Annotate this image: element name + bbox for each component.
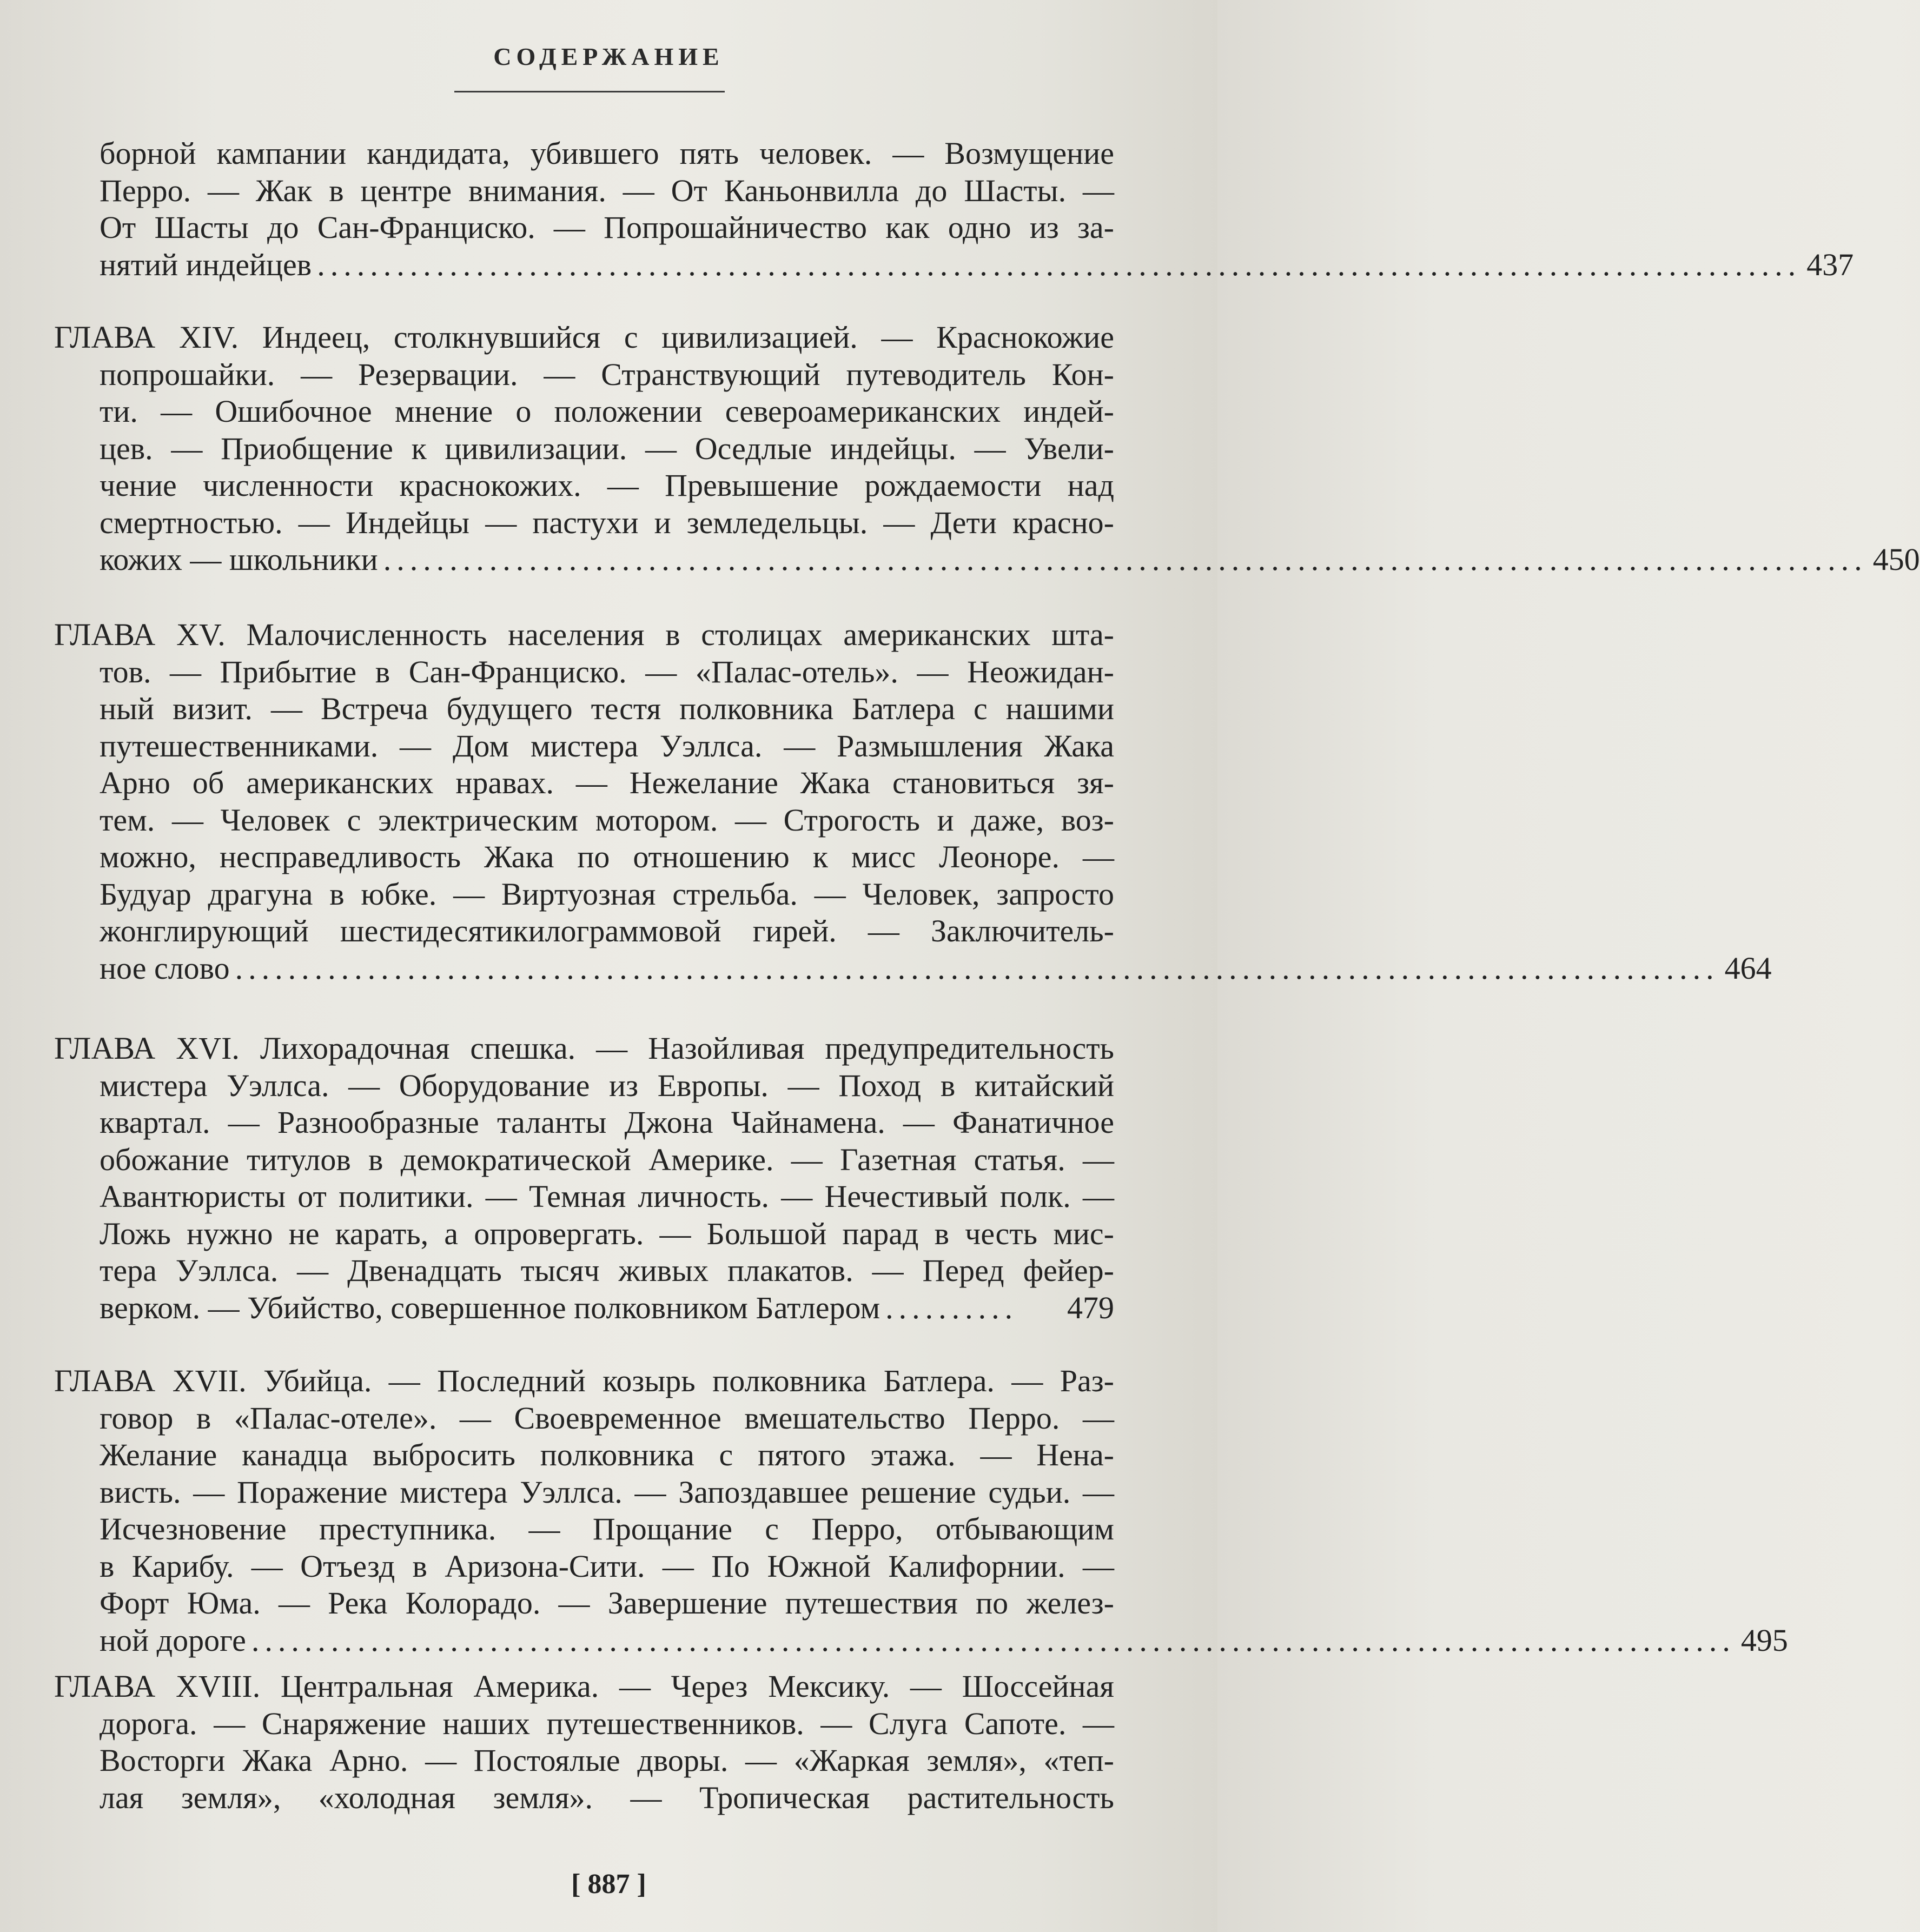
entry-page-number: 479	[1067, 1290, 1114, 1325]
entry-line: тов. — Прибытие в Сан-Франциско. — «Палас-отель». — Неожидан-	[100, 654, 1114, 689]
entry-line: жонглирующий шестидесятикилограммовой гирей. — Заключитель-	[100, 913, 1114, 948]
entry-line: ный визит. — Встреча будущего тестя полковника Батлера с нашими	[100, 691, 1114, 726]
entry-line: Авантюристы от политики. — Темная личность. — Нечестивый полк. —	[100, 1179, 1114, 1214]
entry-last-line	[54, 541, 1920, 579]
toc-entry	[54, 616, 1772, 987]
entry-line: От Шасты до Сан-Франциско. — Попрошайничество как одно из за-	[100, 210, 1114, 245]
toc-entry	[54, 1030, 1114, 1326]
entry-line: борной кампании кандидата, убившего пять человек. — Возмущение	[100, 136, 1114, 171]
leader-dots: ................................................................................................................	[317, 247, 1802, 282]
entry-last-text: верком. — Убийство, совершенное полковником Батлером	[100, 1290, 880, 1325]
entry-line: смертностью. — Индейцы — пастухи и земледельцы. — Дети красно-	[100, 504, 1114, 540]
toc-entry	[54, 1668, 1114, 1816]
entry-last-text: ной дороге	[100, 1622, 246, 1658]
leader-dots: ................................................................................................................	[383, 542, 1868, 577]
entry-line: чение численности краснокожих. — Превышение рождаемости над	[100, 468, 1114, 503]
entry-heading-line: ГЛАВА XVII. Убийца. — Последний козырь полковника Батлера. — Раз-	[54, 1363, 1114, 1398]
entry-heading-line: ГЛАВА XV. Малочисленность населения в столицах американских шта-	[54, 617, 1114, 652]
entry-heading-line: ГЛАВА XVIII. Центральная Америка. — Через Мексику. — Шоссейная	[54, 1669, 1114, 1704]
entry-heading-line: ГЛАВА XIV. Индеец, столкнувшийся с цивилизацией. — Краснокожие	[54, 320, 1114, 355]
entry-last-line	[54, 1290, 1114, 1327]
entry-line: говор в «Палас-отеле». — Своевременное вмешательство Перро. —	[100, 1400, 1114, 1436]
entry-line: ти. — Ошибочное мнение о положении североамериканских индей-	[100, 394, 1114, 429]
entry-last-line	[54, 1622, 1788, 1659]
entry-line: Перро. — Жак в центре внимания. — От Каньонвилла до Шасты. —	[100, 172, 1114, 208]
toc-entry	[54, 135, 1854, 283]
entry-line: обожание титулов в демократической Америке. — Газетная статья. —	[100, 1141, 1114, 1177]
entry-line: путешественниками. — Дом мистера Уэллса. — Размышления Жака	[100, 728, 1114, 763]
entry-line: квартал. — Разнообразные таланты Джона Чайнамена. — Фанатичное	[100, 1105, 1114, 1140]
entry-line: в Карибу. — Отъезд в Аризона-Сити. — По Южной Калифорнии. —	[100, 1548, 1114, 1584]
entry-page-number: 437	[1806, 247, 1854, 282]
entry-page-number: 495	[1740, 1622, 1788, 1658]
leader-dots: ..........	[885, 1290, 1018, 1325]
page-number: [ 887 ]	[571, 1869, 646, 1900]
toc-entry	[54, 1363, 1788, 1659]
entry-line: дорога. — Снаряжение наших путешественников. — Слуга Сапоте. —	[100, 1705, 1114, 1741]
running-head: СОДЕРЖАНИЕ	[493, 43, 724, 70]
entry-line: Ложь нужно не карать, а опровергать. — Большой парад в честь мис-	[100, 1216, 1114, 1251]
entry-line: тера Уэллса. — Двенадцать тысяч живых плакатов. — Перед фейер-	[100, 1253, 1114, 1288]
entry-line: Форт Юма. — Река Колорадо. — Завершение путешествия по желез-	[100, 1585, 1114, 1621]
leader-dots: ................................................................................................................	[251, 1622, 1736, 1658]
entry-page-number: 464	[1724, 950, 1772, 986]
entry-line: лая земля», «холодная земля». — Тропическая растительность	[100, 1780, 1114, 1815]
entry-line: мистера Уэллса. — Оборудование из Европы. — Поход в китайский	[100, 1067, 1114, 1103]
entry-line: Исчезновение преступника. — Прощание с Перро, отбывающим	[100, 1511, 1114, 1546]
entry-line: Желание канадца выбросить полковника с пятого этажа. — Нена-	[100, 1437, 1114, 1472]
leader-dots: ................................................................................................................	[235, 950, 1719, 986]
entry-last-line	[54, 950, 1772, 987]
entry-line: Арно об американских нравах. — Нежелание Жака становиться зя-	[100, 765, 1114, 800]
entry-last-line	[54, 247, 1854, 284]
entry-last-text: нятий индейцев	[100, 247, 312, 282]
entry-line: попрошайки. — Резервации. — Странствующий путеводитель Кон-	[100, 356, 1114, 392]
entry-line: тем. — Человек с электрическим мотором. — Строгость и даже, воз-	[100, 802, 1114, 838]
toc-entry	[54, 319, 1920, 579]
entry-line: Будуар драгуна в юбке. — Виртуозная стрельба. — Человек, запросто	[100, 876, 1114, 912]
entry-last-text: ное слово	[100, 950, 230, 986]
entry-line: можно, несправедливость Жака по отношению к мисс Леоноре. —	[100, 839, 1114, 874]
entry-last-text: кожих — школьники	[100, 542, 378, 577]
entry-line: Восторги Жака Арно. — Постоялые дворы. — «Жаркая земля», «теп-	[100, 1743, 1114, 1778]
entry-page-number: 450	[1872, 542, 1920, 577]
entry-heading-line: ГЛАВА XVI. Лихорадочная спешка. — Назойливая предупредительность	[54, 1031, 1114, 1066]
entry-line: висть. — Поражение мистера Уэллса. — Запоздавшее решение судьи. —	[100, 1474, 1114, 1510]
header-rule	[454, 91, 725, 92]
entry-line: цев. — Приобщение к цивилизации. — Оседлые индейцы. — Увели-	[100, 430, 1114, 466]
